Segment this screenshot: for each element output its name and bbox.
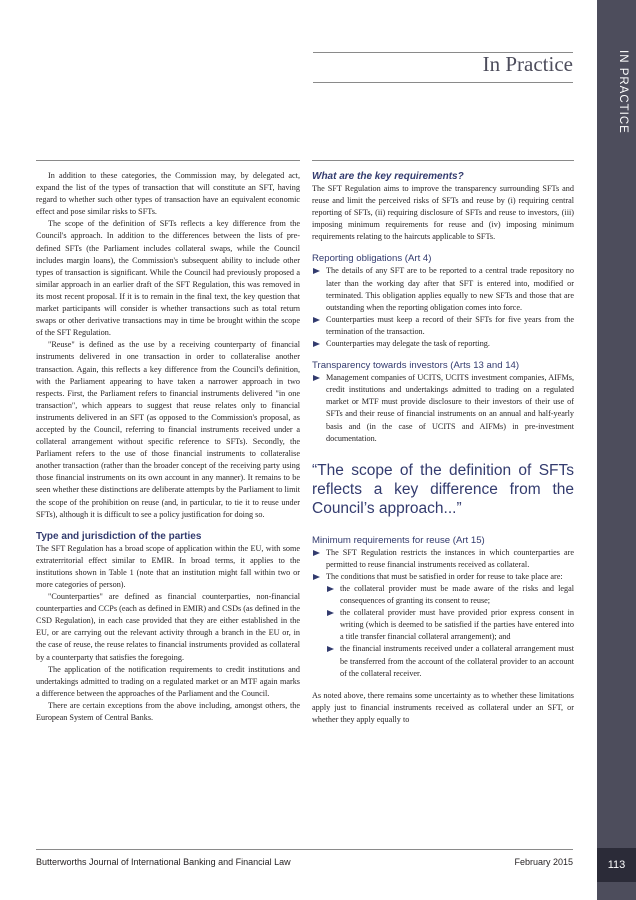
transparency-list (312, 372, 574, 445)
paragraph: The SFT Regulation has a broad scope of application within the EU, with some extraterritorial effect similar to EMIR. In broad terms, it applies to the institutions shown in Table 1 (note that an institution might fall within two or more categories of person). (36, 543, 300, 589)
section-side-label: IN PRACTICE (617, 50, 629, 134)
sidebar-band (597, 0, 636, 900)
list-item: The SFT Regulation restricts the instances in which counterparties are permitted to reuse financial instruments received as collateral. (312, 547, 574, 571)
reuse-list (312, 547, 574, 680)
title-rule (313, 82, 573, 83)
paragraph: The SFT Regulation aims to improve the transparency surrounding SFTs and reuse and limit the perceived risks of SFTs and reuse by (i) requiring central reporting of SFTs, (ii) requiring disclosure of SFTs and reuse to investors, (iii) imposing minimum requirements for reuse and (iv) imposing minimum requirements relating to the haircuts applicable to SFTs. (312, 184, 574, 242)
right-column-rule (312, 160, 574, 161)
issue-date: February 2015 (514, 857, 573, 867)
footer-rule (36, 849, 573, 850)
heading-key-requirements: What are the key requirements? (312, 171, 464, 182)
left-column (36, 170, 300, 724)
list-item: Counterparties must keep a record of their SFTs for five years from the termination of the transaction. (312, 314, 574, 338)
list-item: Management companies of UCITS, UCITS investment companies, AIFMs, credit institutions and undertakings admitted to trading on a regulated market or MTF must provide disclosure to their investors of their use of SFTs and their reuse of financial instruments on an annual and half-yearly basis and (in the case of UCITS and AIFMs) in pre-investment documentation. (312, 372, 574, 445)
right-column (312, 170, 574, 726)
list-item: The details of any SFT are to be reported to a central trade repository no later than the working day after that SFT is entered into, modified or terminated. This obligation applies equally to new SFTs and those that are outstanding when the reporting obligation comes into force. (312, 265, 574, 313)
journal-title: Butterworths Journal of International Banking and Financial Law (36, 857, 291, 867)
section-title: In Practice (482, 52, 573, 76)
sub-list-item: the collateral provider must be made aware of the risks and legal consequences of granting its consent to reuse; (326, 583, 574, 607)
page-number: 113 (597, 848, 636, 882)
paragraph: There are certain exceptions from the above including, amongst others, the European System of Central Banks. (36, 700, 300, 723)
list-item-text: The conditions that must be satisfied in order for reuse to take place are: (326, 571, 563, 581)
heading-reporting-obligations: Reporting obligations (Art 4) (312, 253, 432, 265)
heading-type-and-jurisdiction: Type and jurisdiction of the parties (36, 530, 202, 542)
paragraph: In addition to these categories, the Commission may, by delegated act, expand the list of the types of transaction that will constitute an SFT, having regard to whether such other types of transaction have an equivalent economic effect and pose similar risks to SFTs. (36, 171, 300, 217)
paragraph: "Reuse" is defined as the use by a receiving counterparty of financial instruments delivered in one transaction in order to collateralise another transaction. Again, this reflects a key difference from the Council's definition, with the Parliament appearing to have taken a narrower approach in two respects. First, the Parliament refers to financial instruments delivered "in one transaction", which appears to suggest that reuse relates only to financial instruments delivered in an SFT (as opposed to the Commission's proposal, as accepted by the Council, referring to financial instruments received under a collateral arrangement without specific reference to SFTs). Secondly, the Parliament refers to the use of those financial instruments to collateralise another transaction (rather than the broader concept of the receiving party using those financial instruments on its own account in any manner). It remains to be seen whether these distinctions are deliberate attempts by the Parliament to limit the scope of the prohibition on reuse (and, in particular, to tie it to reuse under SFTs), although it is difficult to see a policy justification for doing so. (36, 340, 300, 519)
paragraph: As noted above, there remains some uncertainty as to whether these limitations apply just to financial instruments received as collateral under an SFT, or whether they apply equally to (312, 690, 574, 724)
sub-list-item: the collateral provider must have provided prior express consent in writing (which is deemed to be satisfied if the parties have entered into a title transfer financial collateral arrangement); and (326, 607, 574, 643)
heading-reuse-requirements: Minimum requirements for reuse (Art 15) (312, 534, 485, 546)
paragraph: "Counterparties" are defined as financial counterparties, non-financial counterparties and CCPs (each as defined in EMIR) and CSDs (as defined in the CSD Regulation), in each case provided that they are either established in the EU, or are carrying out the relevant activity through a branch in the EU or, in the case of reuse, the reuse relates to financial instruments provided as collateral by a counterparty that satisfies the foregoing. (36, 592, 300, 662)
sub-list-item: the financial instruments received under a collateral arrangement must be transferred from the account of the collateral provider to an account of the collateral receiver. (326, 643, 574, 679)
reuse-conditions-list (326, 583, 574, 680)
paragraph: The scope of the definition of SFTs reflects a key difference from the Council's approach. In addition to the differences between the lists of pre-defined SFTs (the Parliament includes collateral swaps, while the Council includes margin loans), the Commission's subsequent ability to include other types of transaction is significant. While the Council had previously proposed a similar approach in an earlier draft of the SFT Regulation, this was removed in its most recent proposal. If it is to remain in the final text, the key question that market participants will consider is whether transactions such as total return swaps or other derivative transactions may in time be brought within the scope of the SFT Regulation. (36, 219, 300, 338)
list-item: Counterparties may delegate the task of reporting. (312, 338, 574, 350)
reporting-list (312, 265, 574, 350)
paragraph: The application of the notification requirements to credit institutions and undertakings admitted to trading on a regulated market or an MTF again marks a difference between the approaches of the Parliament and the Council. (36, 664, 300, 698)
heading-transparency-investors: Transparency towards investors (Arts 13 and 14) (312, 360, 520, 372)
list-item (312, 571, 574, 680)
pull-quote: “The scope of the definition of SFTs reflects a key difference from the Council’s approach...” (312, 461, 574, 517)
left-column-rule (36, 160, 300, 161)
